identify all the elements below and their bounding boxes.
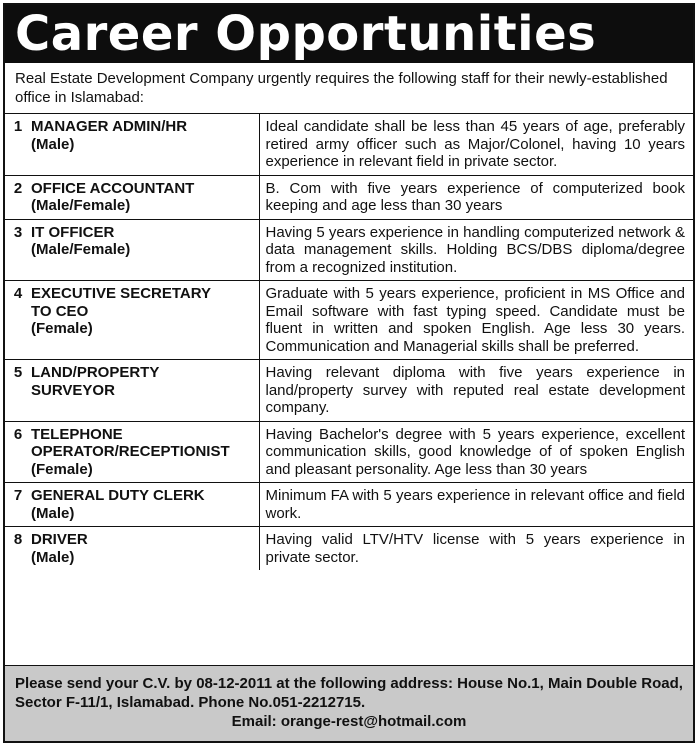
job-title-cell [27,360,259,422]
job-row [5,114,693,176]
job-description: Ideal candidate shall be less than 45 years of age, preferably retired army officer such as Major/Colonel, having 10 years experience in relevant field in private sector. [259,114,693,176]
job-number: 3 [5,219,27,281]
job-number: 6 [5,421,27,483]
job-title-cell [27,483,259,527]
job-number: 7 [5,483,27,527]
job-title-cell [27,219,259,281]
job-title: TO CEO [31,302,89,320]
job-title: MANAGER ADMIN/HR [31,118,188,135]
job-gender: (Female) [31,460,93,478]
job-title: OPERATOR/RECEPTIONIST [31,443,230,460]
intro-text: Real Estate Development Company urgently requires the following staff for their newly-established office in Islamabad: [15,70,668,106]
job-description: Having valid LTV/HTV license with 5 years experience in private sector. [259,527,693,571]
job-title-cell [27,114,259,176]
job-title: TELEPHONE [31,425,123,443]
job-description: Minimum FA with 5 years experience in relevant office and field work. [259,483,693,527]
job-title: LAND/PROPERTY [31,364,160,381]
job-row [5,360,693,422]
job-title: GENERAL DUTY CLERK [31,487,205,504]
job-title-cell [27,527,259,571]
job-title: IT OFFICER [31,223,115,241]
job-number: 5 [5,360,27,422]
address-text: Please send your C.V. by 08-12-2011 at the following address: House No.1, Main Double Road, Sector F-11/1, Islamabad. Phone No.051-2212715. [15,675,683,711]
job-row [5,527,693,571]
job-number: 2 [5,175,27,219]
job-gender: (Male) [31,548,75,566]
job-row [5,281,693,360]
job-row [5,421,693,483]
job-title-cell [27,175,259,219]
job-gender: (Male/Female) [31,197,131,214]
job-number: 1 [5,114,27,176]
job-description: Having relevant diploma with five years experience in land/property survey with reputed real estate development company. [259,360,693,422]
job-title: OFFICE ACCOUNTANT [31,179,195,197]
job-number: 8 [5,527,27,571]
job-gender: (Male/Female) [31,241,131,258]
job-description: Having 5 years experience in handling computerized network & data management skills. Holding BCS/DBS diploma/degree from a recognized institution. [259,219,693,281]
job-title-cell [27,281,259,360]
job-description: B. Com with five years experience of computerized book keeping and age less than 30 years [259,175,693,219]
job-title: SURVEYOR [31,381,115,399]
jobs-table [5,113,693,570]
job-row [5,483,693,527]
email-text: Email: orange-rest@hotmail.com [231,713,467,730]
job-gender: (Male) [31,504,75,522]
job-description: Having Bachelor's degree with 5 years experience, excellent communication skills, good knowledge of of spoken English and pleasant personality. Age less than 30 years [259,421,693,483]
job-title-cell [27,421,259,483]
job-advertisement [3,3,695,743]
job-row [5,175,693,219]
job-gender: (Male) [31,135,75,153]
job-number: 4 [5,281,27,360]
job-title: EXECUTIVE SECRETARY [31,285,212,302]
job-description: Graduate with 5 years experience, proficient in MS Office and Email software with fast typing speed. Candidate must be fluent in written and spoken English. Age less 30 years. Communication and Managerial skills shall be preferred. [259,281,693,360]
ad-title: Career Opportunities [5,5,693,63]
contact-footer [5,665,693,741]
job-title: DRIVER [31,531,88,548]
job-gender: (Female) [31,320,93,337]
job-row [5,219,693,281]
